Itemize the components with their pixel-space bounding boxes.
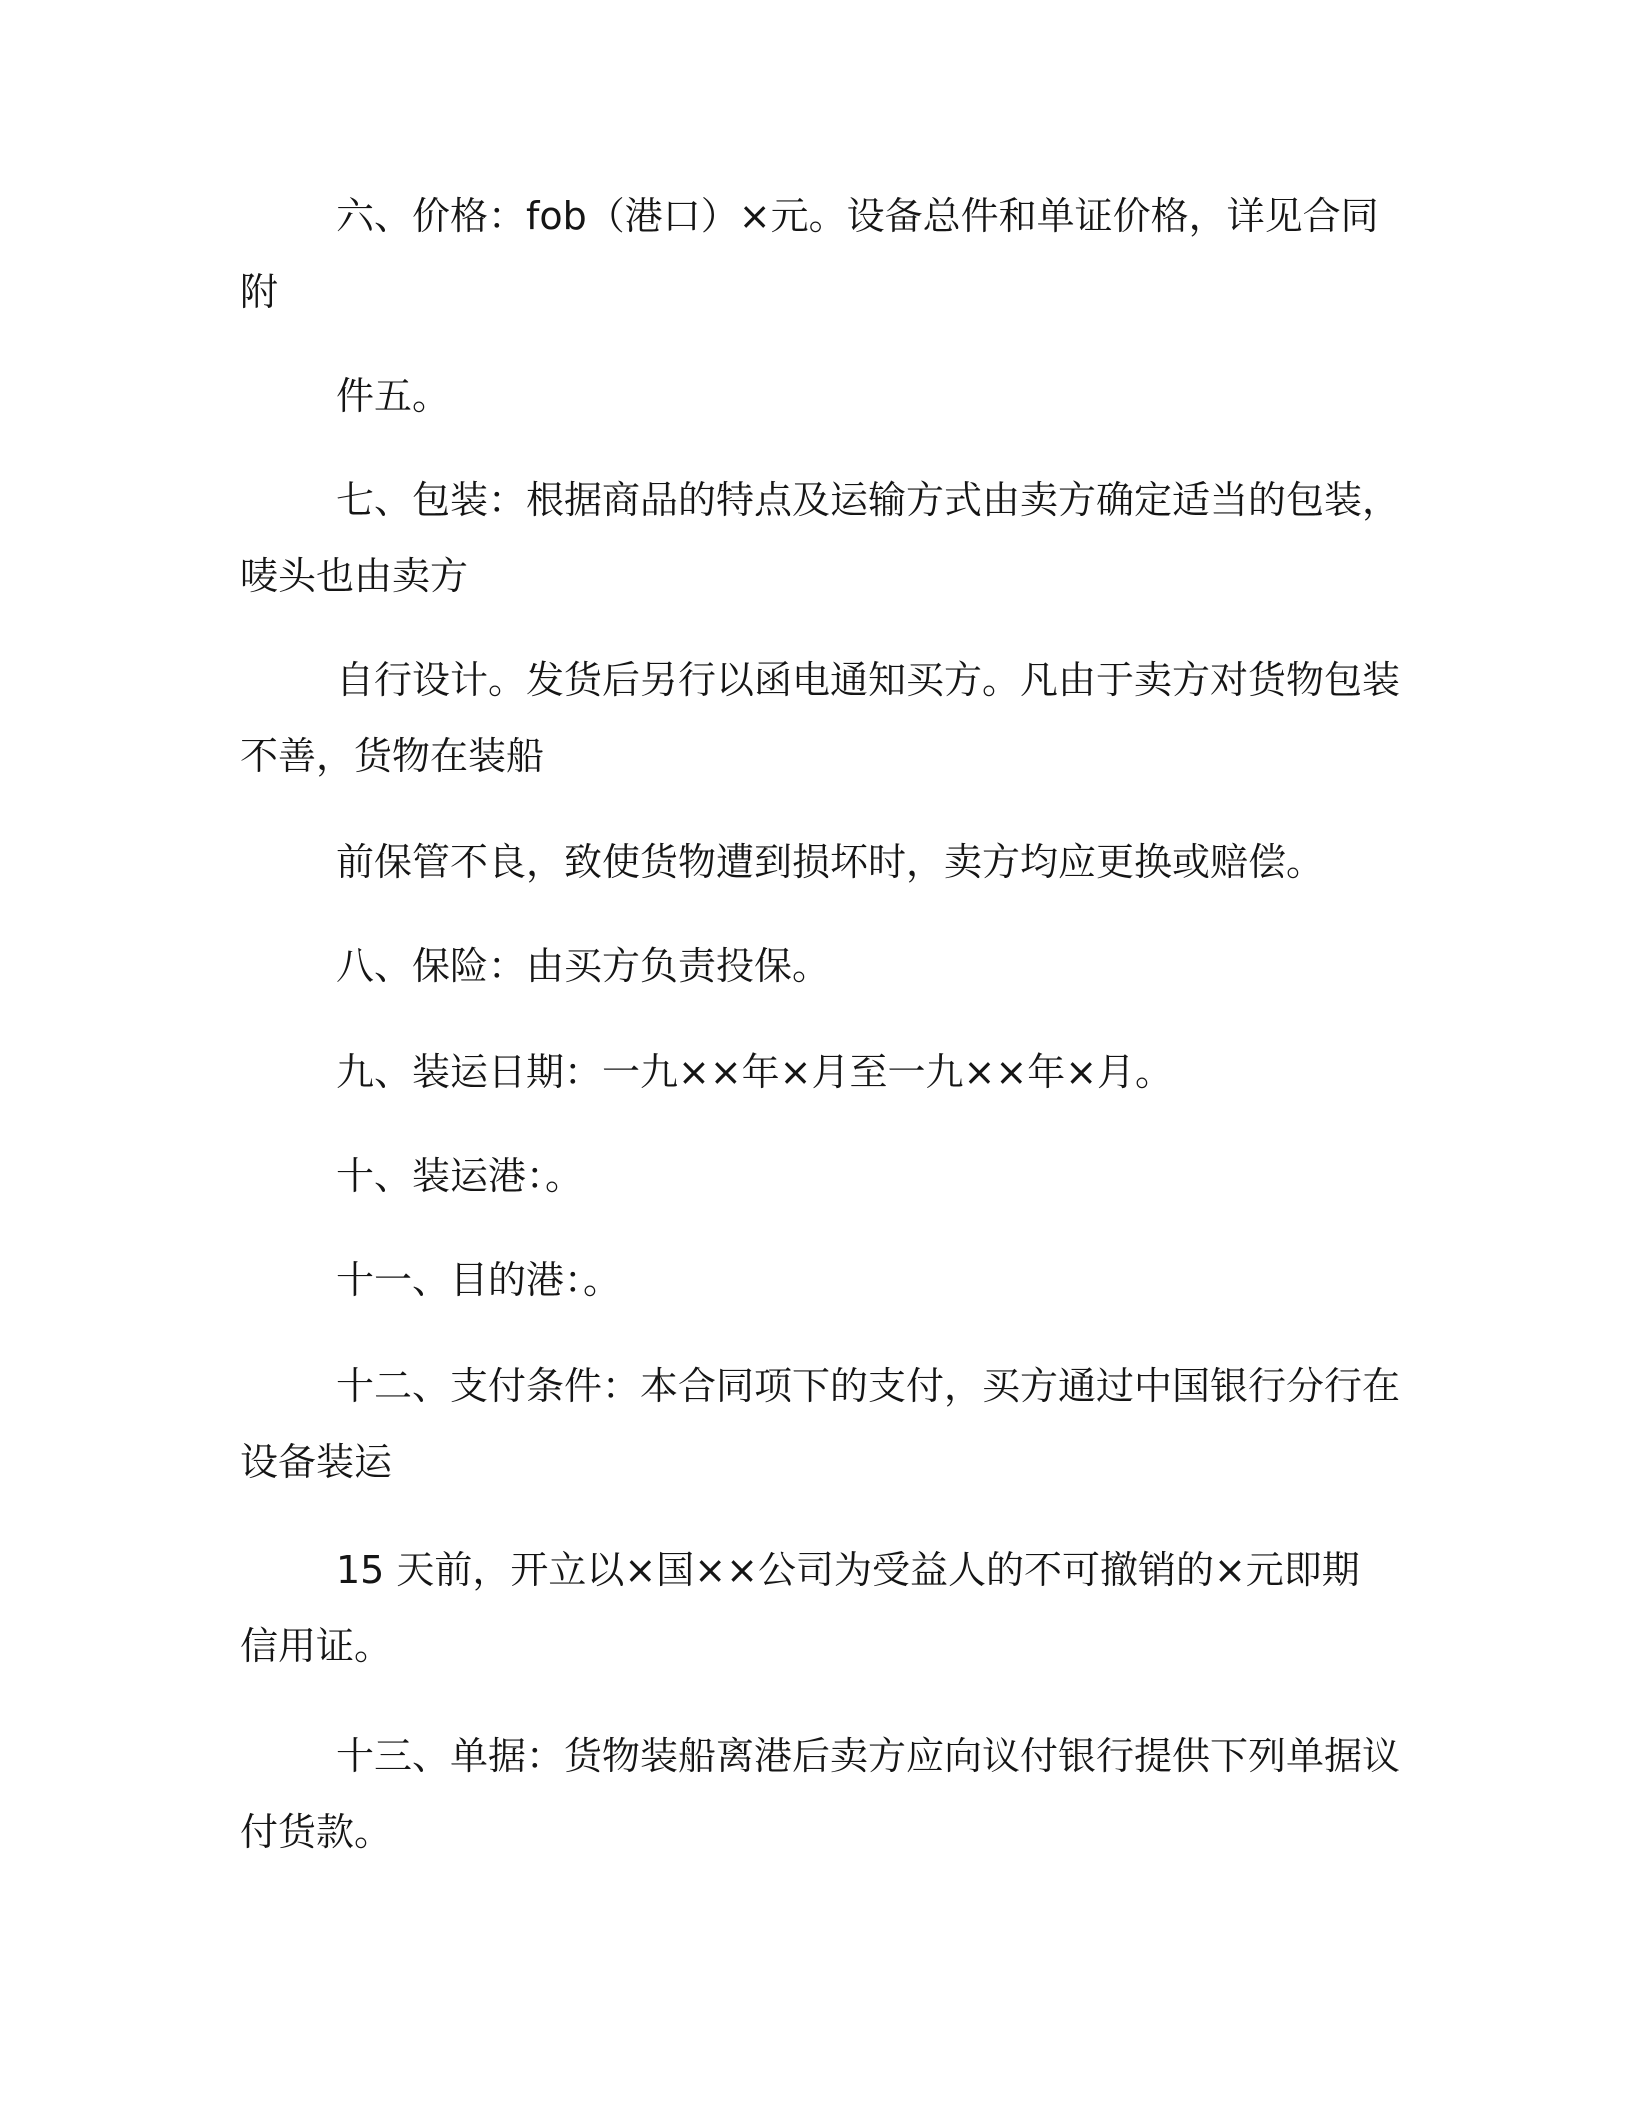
paragraph-line: 前保管不良，致使货物遭到损坏时，卖方均应更换或赔偿。 [336, 840, 1325, 884]
paragraph-port-of-loading [240, 1138, 1400, 1214]
paragraph-line: 15 天前，开立以×国××公司为受益人的不可撤销的×元即期 [336, 1548, 1360, 1592]
paragraph-packing-cont [240, 642, 1400, 794]
paragraph-line: 十一、目的港：。 [336, 1258, 622, 1302]
paragraph-packing [240, 462, 1400, 614]
paragraph-line: 七、包装：根据商品的特点及运输方式由卖方确定适当的包装， [336, 478, 1401, 522]
paragraph-price [240, 178, 1400, 330]
paragraph-line: 唛头也由卖方 [240, 554, 469, 598]
paragraph-line: 不善，货物在装船 [240, 734, 545, 778]
paragraph-line: 信用证。 [240, 1624, 393, 1668]
paragraph-line: 六、价格：fob（港口）×元。设备总件和单证价格，详见合同 [336, 194, 1379, 238]
paragraph-payment-terms-cont [240, 1532, 1400, 1684]
paragraph-line: 附 [240, 270, 279, 314]
paragraph-insurance [240, 928, 1400, 1004]
paragraph-destination-port [240, 1242, 1400, 1318]
paragraph-line: 十二、支付条件：本合同项下的支付，买方通过中国银行分行在 [336, 1364, 1401, 1408]
paragraph-documents [240, 1718, 1400, 1870]
paragraph-line: 十、装运港：。 [336, 1154, 584, 1198]
paragraph-line: 件五。 [336, 374, 451, 418]
paragraph-packing-cont-2 [240, 824, 1400, 900]
paragraph-price-cont [240, 358, 1400, 434]
paragraph-line: 八、保险：由买方负责投保。 [336, 944, 831, 988]
paragraph-line: 付货款。 [240, 1810, 393, 1854]
paragraph-payment-terms [240, 1348, 1400, 1500]
paragraph-line: 设备装运 [240, 1440, 393, 1484]
paragraph-shipment-date [240, 1034, 1400, 1110]
paragraph-line: 自行设计。发货后另行以函电通知买方。凡由于卖方对货物包装 [336, 658, 1401, 702]
paragraph-line: 九、装运日期：一九××年×月至一九××年×月。 [336, 1050, 1174, 1094]
paragraph-line: 十三、单据：货物装船离港后卖方应向议付银行提供下列单据议 [336, 1734, 1401, 1778]
